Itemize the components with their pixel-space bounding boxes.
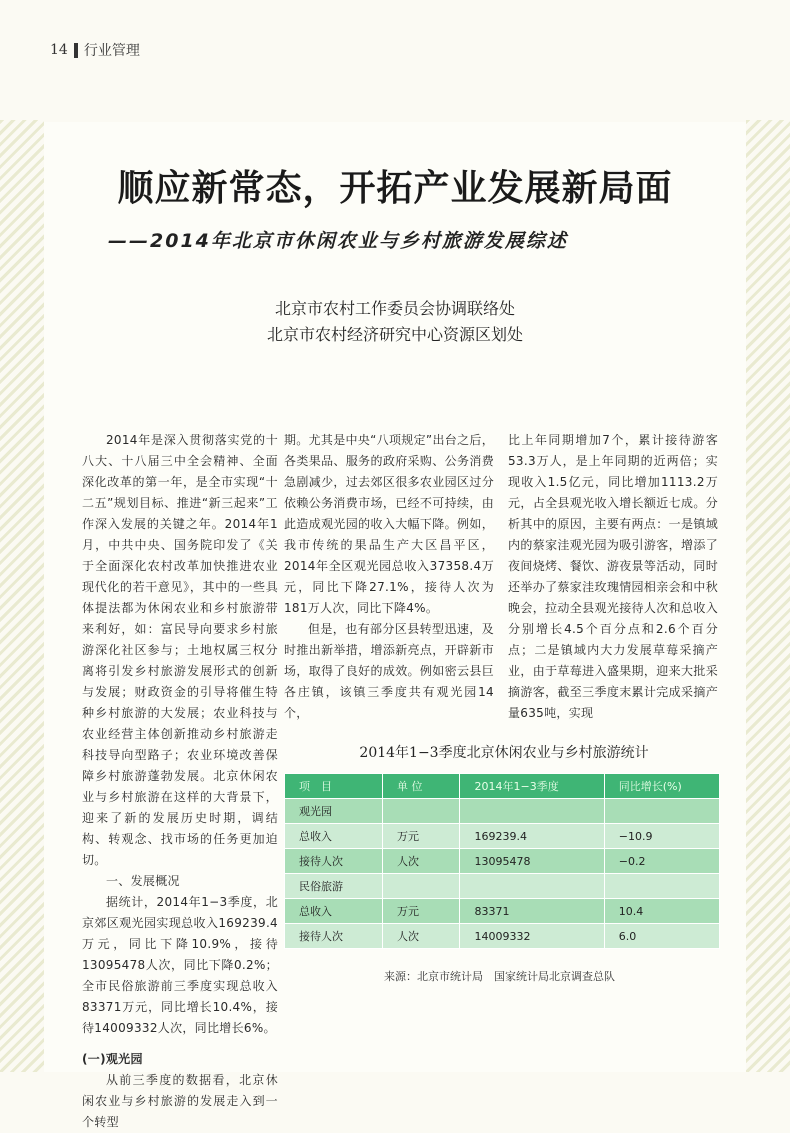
table-row: [285, 799, 720, 824]
table-cell: [604, 799, 719, 824]
author-line: 北京市农村工作委员会协调联络处: [274, 299, 515, 318]
table-cell: 接待人次: [285, 924, 383, 949]
text-column-3: [508, 430, 718, 724]
table-source-note: 来源：北京市统计局 国家统计局北京调查总队: [384, 970, 615, 983]
table-cell: [460, 874, 604, 899]
table-cell: 万元: [383, 824, 460, 849]
table-cell: 总收入: [285, 899, 383, 924]
table-title: 2014年1−3季度北京休闲农业与乡村旅游统计: [359, 745, 649, 761]
decorative-stripes-left: [0, 120, 44, 1072]
text-column-1: [82, 430, 278, 1133]
table-cell: [460, 799, 604, 824]
table-cell: 169239.4: [460, 824, 604, 849]
table-row: [285, 849, 720, 874]
table-cell: [383, 874, 460, 899]
table-header-row: [285, 774, 720, 799]
header-cell: 2014年1−3季度: [460, 774, 604, 799]
paragraph: 据统计，2014年1−3季度，北京郊区观光园实现总收入169239.4万元，同比下降10.9%，接待13095478人次，同比下降0.2%；全市民俗旅游前三季度实现总收入83371万元，同比增长10.4%，接待14009332人次，同比增长6%。: [82, 895, 278, 1035]
paragraph: 2014年是深入贯彻落实党的十八大、十八届三中全会精神、全面深化改革的第一年，是全市实现“十二五”规划目标、推进“新三起来”工作深入发展的关键之年。2014年1月，中共中央、国务院印发了《关于全面深化农村改革加快推进农业现代化的若干意见》，其中的一些具体提法都为休闲农业和乡村旅游带来利好，如：富民导向要求乡村旅游深化社区参与；土地权属三权分离将引发乡村旅游发展形式的创新与发展；财政资金的引导将催生特种乡村旅游的大发展；农业科技与农业经营主体创新推动乡村旅游走科技导向型路子；农业环境改善保障乡村旅游蓬勃发展。北京休闲农业与乡村旅游在这样的大背景下，迎来了新的发展历史时期，调结构、转观念、找市场的任务更加迫切。: [82, 433, 278, 867]
paragraph: 从前三季度的数据看，北京休闲农业与乡村旅游的发展走入到一个转型: [82, 1073, 278, 1129]
paragraph: 比上年同期增加7个，累计接待游客53.3万人，是上年同期的近两倍；实现收入1.5亿元，同比增加1113.2万元，占全县观光收入增长额近七成。分析其中的原因，主要有两点：一是镇域内的蔡家洼观光园为吸引游客，增添了夜间烧烤、餐饮、游夜景等活动，同时还举办了蔡家洼玫瑰情园相亲会和中秋晚会，拉动全县观光接待人次和总收入分别增长4.5个百分点和2.6个百分点；二是镇域内大力发展草莓采摘产业，由于草莓进入盛果期，迎来大批采摘游客，截至三季度末累计完成采摘产量635吨，实现: [508, 433, 718, 720]
table-cell: 13095478: [460, 849, 604, 874]
subsection-heading: (一)观光园: [82, 1052, 143, 1066]
article-authors: [0, 296, 790, 348]
table-cell: 6.0: [604, 924, 719, 949]
author-line: 北京市农村经济研究中心资源区划处: [266, 325, 523, 344]
table-cell: 万元: [383, 899, 460, 924]
table-cell: [383, 799, 460, 824]
header-cell: 项 目: [285, 774, 383, 799]
table-row: [285, 824, 720, 849]
article-title: 顺应新常态，开拓产业发展新局面: [117, 167, 673, 209]
table-cell: 观光园: [285, 799, 383, 824]
table-cell: 10.4: [604, 899, 719, 924]
table-cell: 民俗旅游: [285, 874, 383, 899]
table-cell: 接待人次: [285, 849, 383, 874]
header-cell: 同比增长(%): [604, 774, 719, 799]
page-number: 14: [50, 42, 68, 58]
decorative-stripes-right: [746, 120, 790, 1072]
table-row: [285, 924, 720, 949]
table-cell: −0.2: [604, 849, 719, 874]
article-subtitle: ——2014年北京市休闲农业与乡村旅游发展综述: [108, 230, 568, 252]
page-header: [50, 40, 140, 60]
table-cell: 83371: [460, 899, 604, 924]
section-heading: 一、发展概况: [106, 874, 180, 888]
table-row: [285, 874, 720, 899]
table-cell: −10.9: [604, 824, 719, 849]
table-cell: 总收入: [285, 824, 383, 849]
paragraph: 但是，也有部分区县转型迅速，及时推出新举措，增添新亮点，开辟新市场，取得了良好的成效。例如密云县巨各庄镇，该镇三季度共有观光园14个，: [284, 622, 494, 720]
table-cell: 人次: [383, 924, 460, 949]
paragraph: 期。尤其是中央“八项规定”出台之后，各类果品、服务的政府采购、公务消费急剧减少，过去郊区很多农业园区过分依赖公务消费市场，已经不可持续，由此造成观光园的收入大幅下降。例如，我市传统的果品生产大区昌平区，2014年全区观光园总收入37358.4万元，同比下降27.1%，接待人次为181万人次，同比下降4%。: [284, 433, 494, 615]
section-name: 行业管理: [83, 43, 140, 59]
statistics-table: [284, 773, 720, 949]
text-column-2: [284, 430, 494, 724]
table-row: [285, 899, 720, 924]
table-cell: 人次: [383, 849, 460, 874]
header-divider: [74, 43, 78, 58]
table-cell: 14009332: [460, 924, 604, 949]
table-cell: [604, 874, 719, 899]
header-cell: 单 位: [383, 774, 460, 799]
